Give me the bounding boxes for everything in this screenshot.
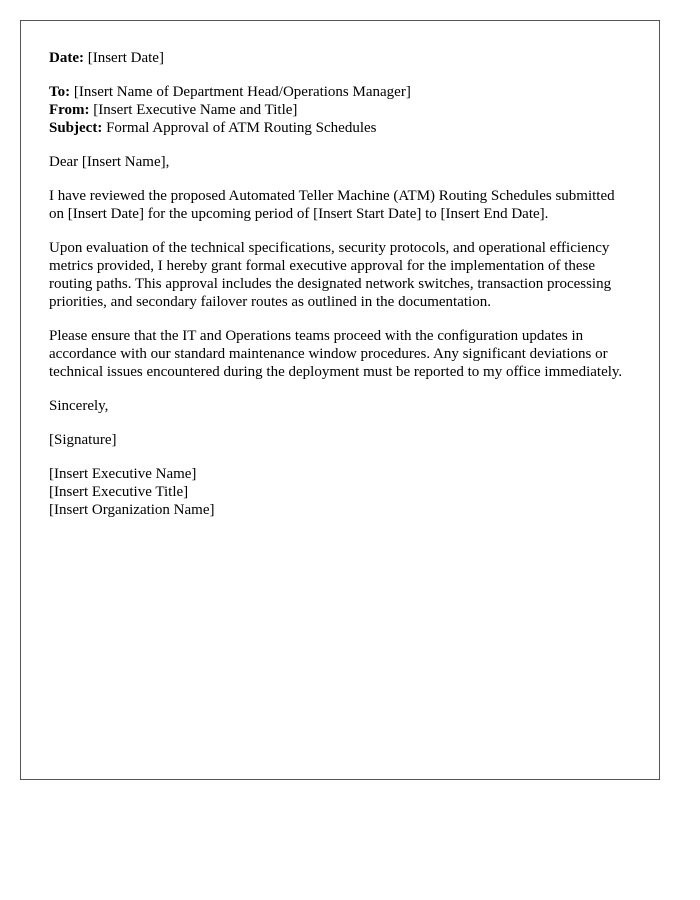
to-value: [Insert Name of Department Head/Operations Manager] xyxy=(70,84,411,100)
signoff-title: [Insert Executive Title] xyxy=(49,484,189,500)
subject-line xyxy=(49,119,631,137)
header-block xyxy=(49,83,631,137)
salutation: Dear [Insert Name], xyxy=(49,154,170,170)
body-paragraph-2: Upon evaluation of the technical specifications, security protocols, and operational efficiency metrics provided, I hereby grant formal executive approval for the implementation of these routing paths. This approval includes the designated network switches, transaction processing priorities, and secondary failover routes as outlined in the documentation. xyxy=(49,240,612,310)
signoff-block xyxy=(49,465,631,519)
from-label: From: xyxy=(49,102,90,118)
letter-document xyxy=(20,20,660,780)
to-line xyxy=(49,83,631,101)
subject-value: Formal Approval of ATM Routing Schedules xyxy=(102,120,377,136)
signoff-org: [Insert Organization Name] xyxy=(49,502,215,518)
date-line xyxy=(49,49,631,67)
date-label: Date: xyxy=(49,50,84,66)
from-value: [Insert Executive Name and Title] xyxy=(89,102,298,118)
signature: [Signature] xyxy=(49,432,117,448)
to-label: To: xyxy=(49,84,71,100)
body-paragraph-1: I have reviewed the proposed Automated Teller Machine (ATM) Routing Schedules submitted on [Insert Date] for the upcoming period of [Insert Start Date] to [Insert End Date]. xyxy=(49,188,615,222)
body-paragraph-3: Please ensure that the IT and Operations teams proceed with the configuration updates in accordance with our standard maintenance window procedures. Any significant deviations or technical issues encountered during the deployment must be reported to my office immediately. xyxy=(49,328,623,380)
date-value: [Insert Date] xyxy=(83,50,164,66)
closing: Sincerely, xyxy=(49,398,109,414)
from-line xyxy=(49,101,631,119)
subject-label: Subject: xyxy=(49,120,103,136)
signoff-name: [Insert Executive Name] xyxy=(49,466,197,482)
